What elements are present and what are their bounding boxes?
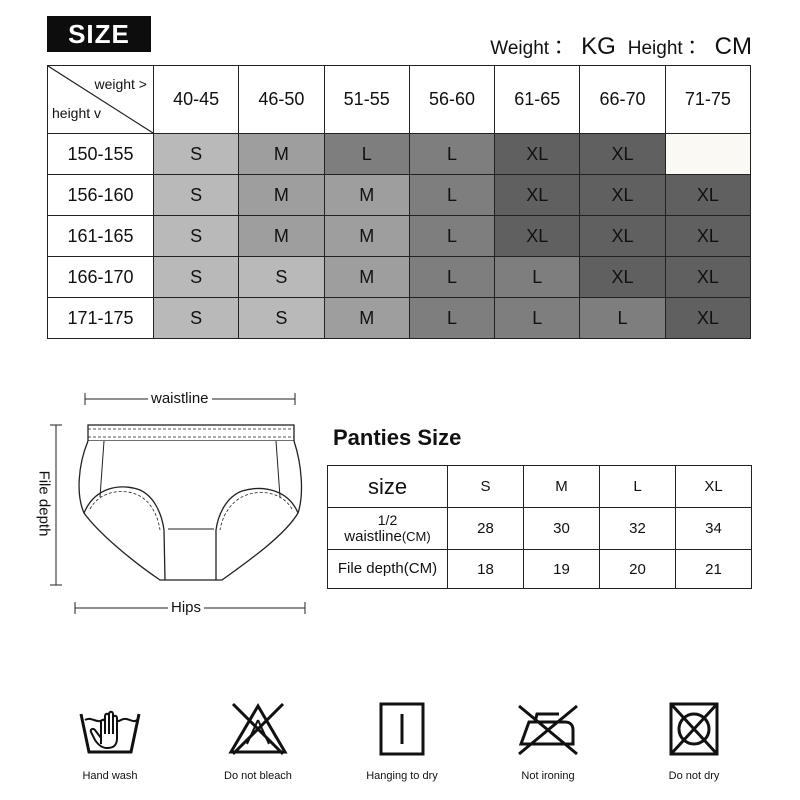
panties-size-title: Panties Size xyxy=(333,425,462,450)
size-cell: L xyxy=(409,257,494,298)
waistline-label: waistline xyxy=(148,390,212,407)
size-chart-row xyxy=(48,175,751,216)
size-chart-row xyxy=(48,134,751,175)
size-badge: SIZE xyxy=(47,16,151,52)
size-cell: S xyxy=(154,298,239,339)
panties-size-xl: XL xyxy=(676,466,752,508)
size-cell: XL xyxy=(495,175,580,216)
weight-label: Weight xyxy=(490,38,550,59)
height-row-header: 156-160 xyxy=(48,175,154,216)
waist-text: waistline xyxy=(344,527,402,545)
weight-col-header: 71-75 xyxy=(665,66,750,134)
waist-value-xl: 34 xyxy=(676,508,752,550)
size-cell: M xyxy=(239,216,324,257)
hips-label: Hips xyxy=(168,599,204,616)
file-depth-label: File depth xyxy=(35,468,52,540)
panties-waist-label xyxy=(328,508,448,550)
weight-col-header: 66-70 xyxy=(580,66,665,134)
care-hang-to-dry xyxy=(357,700,447,782)
weight-separator: ： xyxy=(553,33,578,60)
weight-col-header: 61-65 xyxy=(495,66,580,134)
size-chart-row xyxy=(48,298,751,339)
size-cell: S xyxy=(154,134,239,175)
care-do-not-bleach xyxy=(213,700,303,782)
hang-to-dry-icon xyxy=(367,700,437,758)
corner-weight-label: weight > xyxy=(94,76,147,92)
units-legend xyxy=(490,26,752,61)
panties-illustration xyxy=(40,385,320,625)
panties-waist-row xyxy=(328,508,752,550)
care-label: Hand wash xyxy=(82,770,138,782)
waist-value-m: 30 xyxy=(524,508,600,550)
care-label: Not ironing xyxy=(521,770,575,782)
size-chart-table xyxy=(47,65,751,339)
size-cell: XL xyxy=(580,134,665,175)
panties-size-header: size xyxy=(328,466,448,508)
weight-col-header: 51-55 xyxy=(324,66,409,134)
height-row-header: 150-155 xyxy=(48,134,154,175)
size-cell: M xyxy=(324,175,409,216)
size-cell: M xyxy=(324,257,409,298)
panties-size-s: S xyxy=(448,466,524,508)
height-separator: ： xyxy=(686,33,711,60)
depth-value-xl: 21 xyxy=(676,550,752,589)
size-cell: S xyxy=(239,298,324,339)
waist-value-s: 28 xyxy=(448,508,524,550)
size-chart-row xyxy=(48,216,751,257)
size-cell: XL xyxy=(580,216,665,257)
size-cell: M xyxy=(324,298,409,339)
size-cell: M xyxy=(239,175,324,216)
height-row-header: 161-165 xyxy=(48,216,154,257)
size-cell: L xyxy=(409,216,494,257)
size-cell: M xyxy=(239,134,324,175)
height-unit: CM xyxy=(714,33,752,60)
size-cell xyxy=(665,134,750,175)
no-ironing-icon xyxy=(513,700,583,758)
weight-col-header: 56-60 xyxy=(409,66,494,134)
size-cell: L xyxy=(495,298,580,339)
height-row-header: 166-170 xyxy=(48,257,154,298)
size-cell: XL xyxy=(580,175,665,216)
corner-cell xyxy=(48,66,154,134)
waist-fraction: 1/2 xyxy=(377,511,398,528)
waist-unit: (CM) xyxy=(401,528,431,544)
size-cell: M xyxy=(324,216,409,257)
size-cell: S xyxy=(154,175,239,216)
size-cell: XL xyxy=(495,216,580,257)
panties-size-m: M xyxy=(524,466,600,508)
weight-unit: KG xyxy=(581,33,616,60)
size-cell: XL xyxy=(665,257,750,298)
height-row-header: 171-175 xyxy=(48,298,154,339)
care-do-not-dry xyxy=(649,700,739,782)
panties-depth-label: File depth(CM) xyxy=(328,550,448,589)
weight-col-header: 46-50 xyxy=(239,66,324,134)
size-cell: XL xyxy=(665,216,750,257)
size-cell: XL xyxy=(665,298,750,339)
depth-value-s: 18 xyxy=(448,550,524,589)
depth-value-l: 20 xyxy=(600,550,676,589)
corner-height-label: height v xyxy=(52,105,102,121)
size-cell: L xyxy=(495,257,580,298)
size-cell: XL xyxy=(580,257,665,298)
panties-size-l: L xyxy=(600,466,676,508)
panties-size-table xyxy=(327,465,752,589)
hand-wash-icon xyxy=(75,700,145,758)
care-label: Hanging to dry xyxy=(366,770,438,782)
size-cell: L xyxy=(409,175,494,216)
size-chart-row xyxy=(48,257,751,298)
panties-header-row xyxy=(328,466,752,508)
height-label: Height xyxy=(627,38,683,59)
care-label: Do not bleach xyxy=(224,770,292,782)
size-cell: XL xyxy=(495,134,580,175)
size-cell: S xyxy=(239,257,324,298)
size-cell: S xyxy=(154,216,239,257)
size-chart-header-row xyxy=(48,66,751,134)
care-label: Do not dry xyxy=(668,770,720,782)
weight-col-header: 40-45 xyxy=(154,66,239,134)
do-not-dry-icon xyxy=(659,700,729,758)
size-cell: L xyxy=(580,298,665,339)
depth-value-m: 19 xyxy=(524,550,600,589)
size-cell: L xyxy=(409,298,494,339)
do-not-bleach-icon xyxy=(223,700,293,758)
waist-value-l: 32 xyxy=(600,508,676,550)
size-cell: XL xyxy=(665,175,750,216)
care-hand-wash xyxy=(65,700,155,782)
size-cell: L xyxy=(409,134,494,175)
size-cell: L xyxy=(324,134,409,175)
panties-depth-row xyxy=(328,550,752,589)
panties-diagram xyxy=(35,385,320,625)
care-no-ironing xyxy=(503,700,593,782)
size-cell: S xyxy=(154,257,239,298)
